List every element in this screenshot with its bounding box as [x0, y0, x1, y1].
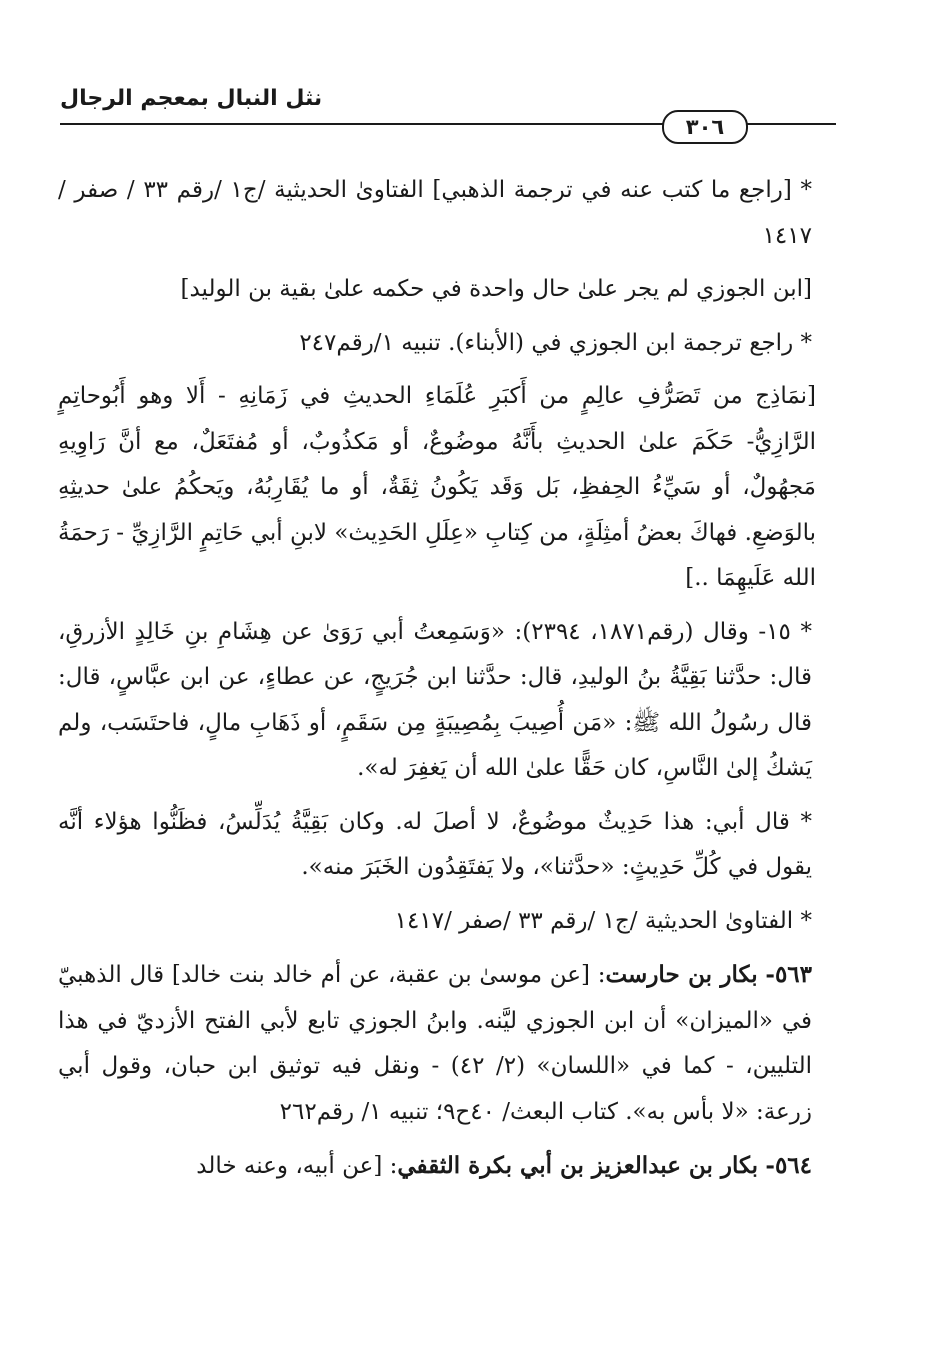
paragraph-abu-hatim-comment: * قال أبي: هذا حَدِيثٌ موضُوعٌ، لا أصلَ له. وكان بَقِيَّةُ يُدَلِّسُ، فظَنُّوا هؤلاء أنَّه يقول في كُلِّ حَدِيثٍ: «حدَّثنا»، ولا يَفتَقِدُون الخَبَرَ منه».	[58, 808, 812, 880]
body-text	[58, 168, 838, 1198]
paragraph-abu-hatim-examples: [نمَاذِج من تَصَرُّفِ عالِمٍ من أَكبَرِ عُلَمَاءِ الحديثِ في زَمَانِهِ - أَلا وهو أَبُوحاتِمٍ الرَّازِيُّ- حَكَمَ علىٰ الحديثِ بأَنَّهُ موضُوعٌ، أو مَكذُوبٌ، أو مُفتَعَلٌ، مع أنَّ رَاوِيهِ مَجهُولٌ، أو سَيِّءُ الحِفظِ، بَل وَقَد يَكُونُ ثِقَةٌ، أو ما يُقَارِبُهُ، ويَحكُمُ علىٰ حديثِهِ بالوَضعِ. فهاكَ بعضُ أمثِلَةٍ، من كِتابِ «عِلَلِ الحَدِيث» لابنِ أبي حَاتِمٍ الرَّازِيِّ - رَحمَةُ الله عَلَيهِمَا ..]	[58, 383, 816, 591]
running-title: نثل النبال بمعجم الرجال	[60, 86, 323, 111]
entry-text: : [عن موسىٰ بن عقبة، عن أم خالد بنت خالد] قال الذهبيّ في «الميزان» أن ابن الجوزي ليَّنه. وابنُ الجوزي تابع لأبي الفتح الأزديّ في هذا التليين، - كما في «اللسان» (٢/ ٤٢) - ونقل فيه توثيق ابن حبان، وقول أبي زرعة: «لا بأس به». كتاب البعث/ ٤٠ح٩؛ تنبيه ١/ رقم٢٦٢	[58, 962, 813, 1125]
paragraph-hadith-15: * ١٥- وقال (رقم١٨٧١، ٢٣٩٤): «وَسَمِعتُ أبي رَوَىٰ عن هِشَامِ بنِ خَالِدٍ الأزرقِ، قال: حدَّثنا بَقِيَّةُ بنُ الوليدِ، قال: حدَّثنا ابن جُرَيجٍ، عن عطاءٍ، عن ابن عبَّاسٍ، قال: قال رسُولُ الله ﷺ: «مَن أُصِيبَ بِمُصِيبَةٍ مِن سَقَمٍ، أو ذَهَابِ مالٍ، فاحتَسَب، ولم يَشكُ إلىٰ النَّاسِ، كان حَقًّا علىٰ الله أن يَغفِرَ له».	[58, 618, 812, 781]
entry-number: ٥٦٣-	[765, 961, 813, 988]
paragraph-ibn-jawzi-heading: [ابن الجوزي لم يجر علىٰ حال واحدة في حكمه علىٰ بقية بن الوليد]	[180, 276, 812, 302]
entry-text: : [عن أبيه، وعنه خالد	[196, 1153, 398, 1179]
entry-563	[58, 952, 838, 1135]
paragraph-dhahabi-note: * [راجع ما كتب عنه في ترجمة الذهبي] الفتاوىٰ الحديثية /ج١ /رقم ٣٣ / صفر /١٤١٧	[58, 177, 812, 249]
entry-564	[58, 1143, 838, 1190]
page-number: ٣٠٦	[662, 110, 748, 144]
paragraph-ibn-jawzi-reference: * راجع ترجمة ابن الجوزي في (الأبناء). تنبيه ١/رقم٢٤٧	[299, 329, 812, 356]
narrator-name: بكار بن حارست	[605, 961, 758, 988]
narrator-name: بكار بن عبدالعزيز بن أبي بكرة الثقفي	[397, 1152, 759, 1179]
entry-number: ٥٦٤-	[765, 1152, 812, 1179]
paragraph-fatawa-reference: * الفتاوىٰ الحديثية /ج١ /رقم ٣٣ /صفر /١٤١٧	[394, 907, 812, 934]
